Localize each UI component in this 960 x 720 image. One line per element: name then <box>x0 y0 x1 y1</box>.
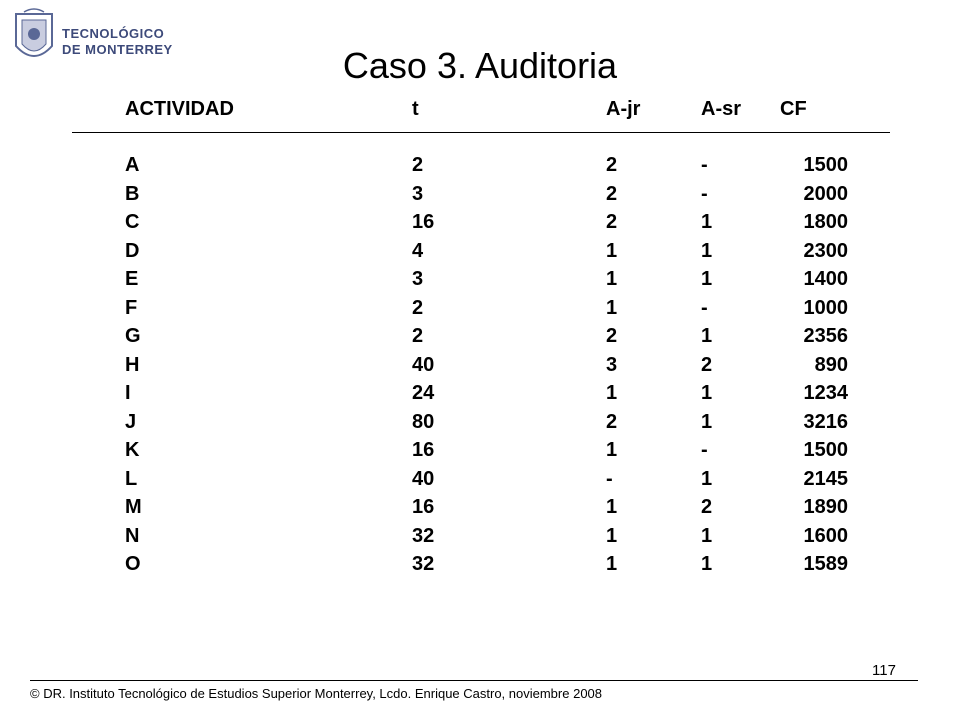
table-row <box>0 464 960 494</box>
header-cf: CF <box>780 98 807 120</box>
cell-activity: H <box>125 353 140 376</box>
table-row <box>0 435 960 465</box>
table-row <box>0 321 960 351</box>
cell-cf: 890 <box>814 353 848 376</box>
cell-a-sr: 1 <box>701 410 713 433</box>
cell-a-sr: 2 <box>701 496 713 518</box>
cell-activity: J <box>125 410 137 433</box>
table-row <box>0 549 960 579</box>
cell-cf: 1589 <box>803 553 848 575</box>
cell-a-sr: 1 <box>701 382 713 404</box>
header-actividad: ACTIVIDAD <box>125 98 234 120</box>
cell-cf: 1500 <box>803 439 848 461</box>
cell-a-jr: 1 <box>606 524 618 547</box>
cell-t: 32 <box>412 524 435 547</box>
cell-cf: 2000 <box>803 182 848 205</box>
cell-cf: 1600 <box>803 524 848 547</box>
cell-a-jr: 2 <box>606 182 618 205</box>
table-row <box>0 350 960 380</box>
cell-t: 2 <box>412 154 424 176</box>
cell-cf: 2356 <box>803 325 848 347</box>
cell-a-jr: 1 <box>606 439 618 461</box>
cell-t: 3 <box>412 268 424 290</box>
cell-cf: 2145 <box>803 467 848 490</box>
cell-a-sr: 1 <box>701 524 713 547</box>
cell-cf: 1890 <box>803 496 848 518</box>
header-t: t <box>412 98 419 120</box>
logo-line-1: TECNOLÓGICO <box>62 26 165 41</box>
cell-a-sr: - <box>701 439 708 461</box>
cell-cf: 1800 <box>803 211 848 233</box>
cell-a-sr: 1 <box>701 211 713 233</box>
cell-a-jr: 2 <box>606 325 618 347</box>
cell-cf: 1500 <box>803 154 848 176</box>
cell-activity: B <box>125 182 140 205</box>
cell-t: 16 <box>412 496 435 518</box>
cell-a-jr: 1 <box>606 553 618 575</box>
cell-a-sr: 2 <box>701 353 713 376</box>
table-row <box>0 264 960 294</box>
cell-a-sr: - <box>701 154 708 176</box>
copyright-footer: © DR. Instituto Tecnológico de Estudios Superior Monterrey, Lcdo. Enrique Castro, noviembre 2008 <box>30 686 603 701</box>
table-header-row <box>0 94 960 124</box>
header-divider <box>72 132 890 133</box>
page-number: 117 <box>872 662 896 679</box>
cell-a-jr: 1 <box>606 239 618 262</box>
cell-a-jr: 1 <box>606 496 618 518</box>
cell-t: 16 <box>412 211 435 233</box>
cell-t: 40 <box>412 467 435 490</box>
cell-a-sr: 1 <box>701 239 713 262</box>
cell-t: 32 <box>412 553 435 575</box>
logo-line-2: DE MONTERREY <box>62 42 173 57</box>
table-row <box>0 236 960 266</box>
header-a-jr: A-jr <box>606 98 641 120</box>
cell-activity: E <box>125 268 139 290</box>
cell-a-jr: 1 <box>606 268 618 290</box>
table-row <box>0 492 960 522</box>
cell-a-jr: 2 <box>606 154 618 176</box>
cell-activity: L <box>125 467 138 490</box>
cell-t: 40 <box>412 353 435 376</box>
cell-a-jr: - <box>606 467 613 490</box>
cell-activity: M <box>125 496 142 518</box>
cell-activity: G <box>125 325 141 347</box>
cell-t: 24 <box>412 382 435 404</box>
cell-a-sr: 1 <box>701 467 713 490</box>
cell-a-sr: - <box>701 182 708 205</box>
header-a-sr: A-sr <box>701 98 742 120</box>
cell-a-sr: 1 <box>701 325 713 347</box>
table-row <box>0 293 960 323</box>
slide-title: Caso 3. Auditoria <box>342 45 618 86</box>
cell-cf: 1234 <box>803 382 848 404</box>
cell-a-jr: 2 <box>606 410 618 433</box>
cell-activity: N <box>125 524 140 547</box>
table-row <box>0 207 960 237</box>
cell-cf: 3216 <box>803 410 848 433</box>
cell-a-sr: - <box>701 296 708 319</box>
cell-a-jr: 1 <box>606 382 618 404</box>
cell-a-jr: 1 <box>606 296 618 319</box>
cell-activity: A <box>125 154 140 176</box>
cell-cf: 1000 <box>803 296 848 319</box>
cell-activity: D <box>125 239 140 262</box>
cell-cf: 2300 <box>803 239 848 262</box>
table-row <box>0 521 960 551</box>
cell-activity: K <box>125 439 140 461</box>
table-row <box>0 179 960 209</box>
cell-t: 80 <box>412 410 435 433</box>
cell-activity: I <box>125 382 131 404</box>
cell-t: 2 <box>412 296 424 319</box>
cell-a-jr: 2 <box>606 211 618 233</box>
cell-cf: 1400 <box>803 268 848 290</box>
cell-t: 3 <box>412 182 424 205</box>
cell-a-jr: 3 <box>606 353 618 376</box>
table-row <box>0 407 960 437</box>
table-row <box>0 378 960 408</box>
cell-a-sr: 1 <box>701 553 713 575</box>
cell-t: 4 <box>412 239 424 262</box>
cell-t: 2 <box>412 325 424 347</box>
footer-divider <box>30 680 918 681</box>
cell-t: 16 <box>412 439 435 461</box>
cell-activity: C <box>125 211 140 233</box>
cell-activity: O <box>125 553 141 575</box>
cell-a-sr: 1 <box>701 268 713 290</box>
cell-activity: F <box>125 296 138 319</box>
table-row <box>0 150 960 180</box>
